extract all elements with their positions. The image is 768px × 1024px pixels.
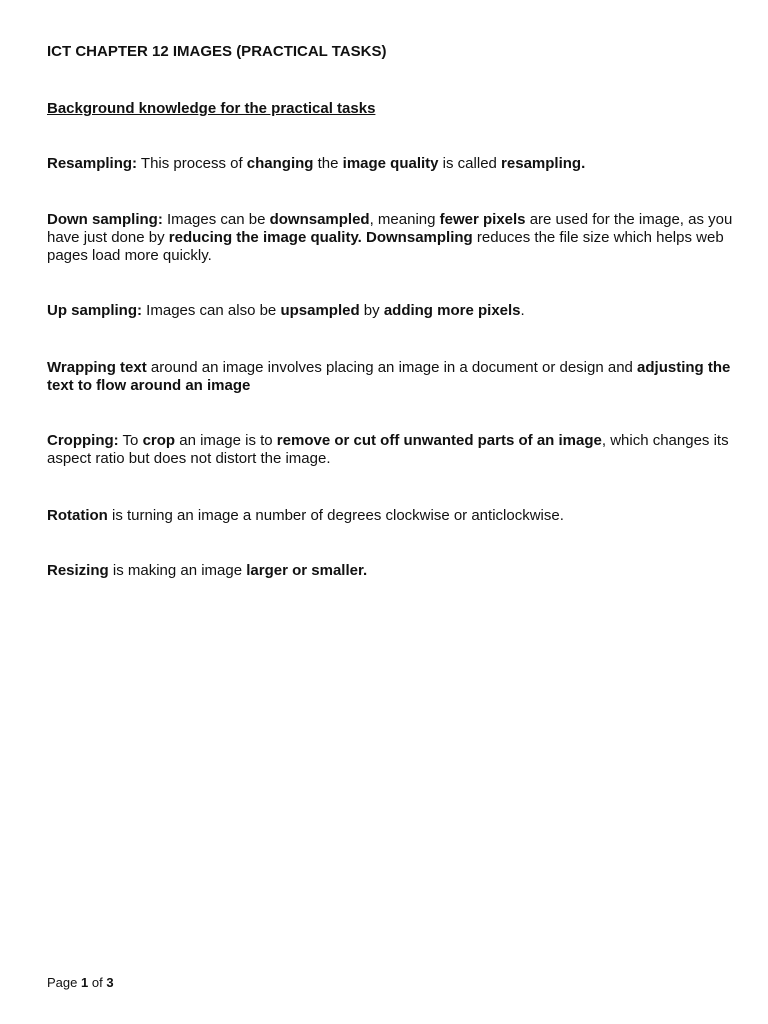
text-run: around an image involves placing an image in a document or design and <box>146 359 638 376</box>
text-run: is making an image <box>108 562 247 579</box>
bold-text-run: resampling. <box>501 155 586 172</box>
bold-text-run: Cropping: <box>47 432 119 449</box>
text-run: , which changes its aspect ratio but does not distort the image. <box>47 432 729 467</box>
bold-text-run: reducing the image quality. Downsampling <box>168 229 473 246</box>
bold-text-run: remove or cut off unwanted parts of an image <box>276 432 602 449</box>
text-run: To <box>118 432 143 449</box>
text-run: reduces the file size which helps web pages load more quickly. <box>47 229 724 264</box>
bold-text-run: Wrapping text <box>47 359 147 376</box>
text-run: an image is to <box>175 432 277 449</box>
section-heading: Background knowledge for the practical tasks <box>47 100 376 117</box>
paragraph-resampling <box>47 155 737 173</box>
bold-text-run: Resampling: <box>47 155 138 172</box>
text-run: are used for the image, as you have just done by <box>47 211 733 246</box>
bold-text-run: fewer pixels <box>439 211 526 228</box>
bold-text-run: Down sampling: <box>47 211 163 228</box>
text-run: Images can also be <box>142 302 281 319</box>
paragraph-up-sampling <box>47 302 737 320</box>
paragraph-wrapping-text <box>47 359 737 395</box>
paragraph-resizing <box>47 562 737 580</box>
text-run: is called <box>438 155 502 172</box>
text-run: This process of <box>137 155 247 172</box>
footer-of-label: of <box>91 975 103 990</box>
text-run: Images can be <box>162 211 270 228</box>
bold-text-run: adding more pixels <box>383 302 521 319</box>
bold-text-run: changing <box>246 155 314 172</box>
bold-text-run: Rotation <box>47 507 108 524</box>
text-run: , meaning <box>369 211 440 228</box>
footer-page-label: Page <box>47 975 78 990</box>
bold-text-run: Up sampling: <box>47 302 143 319</box>
text-run: the <box>313 155 343 172</box>
bold-text-run: Resizing <box>47 562 109 579</box>
bold-text-run: adjusting the text to flow around an image <box>47 359 731 394</box>
paragraph-cropping <box>47 432 737 468</box>
bold-text-run: upsampled <box>280 302 360 319</box>
text-run: . <box>520 302 525 319</box>
text-run: is turning an image a number of degrees clockwise or anticlockwise. <box>107 507 564 524</box>
bold-text-run: crop <box>142 432 176 449</box>
footer-current-page: 1 <box>81 975 89 990</box>
paragraph-rotation <box>47 507 737 525</box>
footer-total-pages: 3 <box>106 975 114 990</box>
paragraph-down-sampling <box>47 211 737 265</box>
text-run: by <box>359 302 384 319</box>
bold-text-run: larger or smaller. <box>246 562 368 579</box>
bold-text-run: image quality <box>342 155 439 172</box>
bold-text-run: downsampled <box>269 211 370 228</box>
page-footer <box>47 974 114 992</box>
document-title: ICT CHAPTER 12 IMAGES (PRACTICAL TASKS) <box>47 43 387 60</box>
